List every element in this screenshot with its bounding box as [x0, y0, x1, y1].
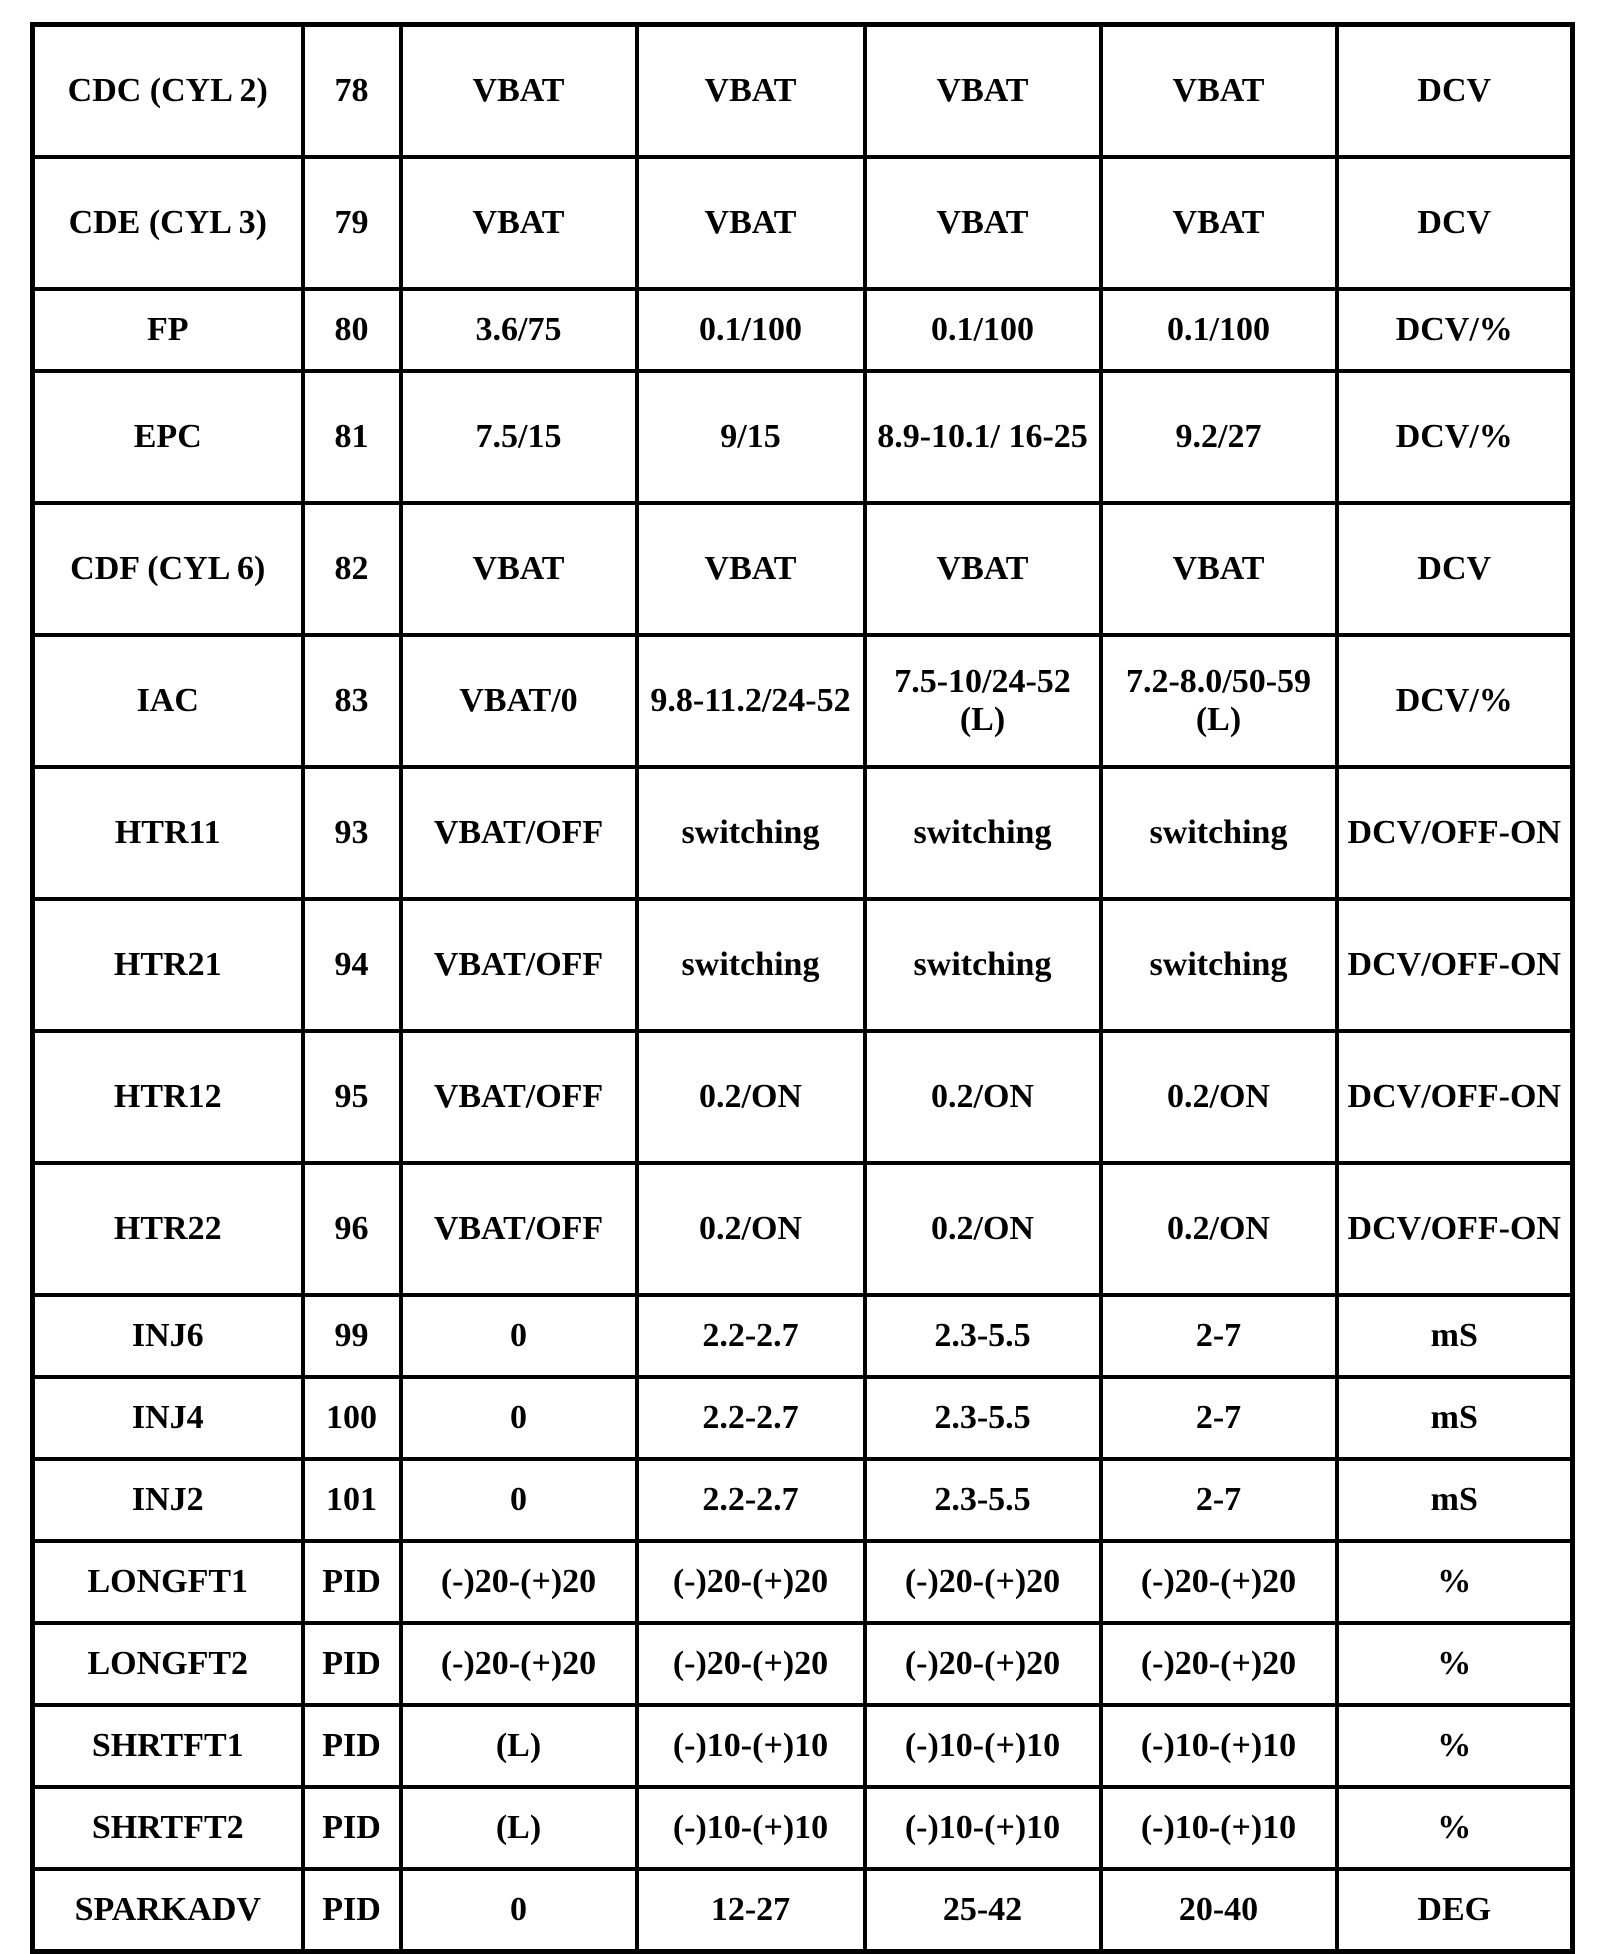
cell-unit: DCV/OFF-ON: [1337, 1163, 1573, 1295]
cell-value3: 8.9-10.1/ 16-25: [865, 371, 1101, 503]
cell-value4: (-)10-(+)10: [1101, 1705, 1337, 1787]
cell-value2: 9.8-11.2/24-52: [637, 635, 865, 767]
cell-unit: DCV: [1337, 157, 1573, 289]
cell-value2: 0.2/ON: [637, 1163, 865, 1295]
cell-name: LONGFT1: [33, 1541, 303, 1623]
cell-unit: mS: [1337, 1459, 1573, 1541]
cell-pid: 79: [303, 157, 401, 289]
cell-value3: (-)20-(+)20: [865, 1541, 1101, 1623]
cell-unit: %: [1337, 1623, 1573, 1705]
cell-pid: PID: [303, 1705, 401, 1787]
cell-value3: 0.1/100: [865, 289, 1101, 371]
cell-value4: VBAT: [1101, 25, 1337, 158]
cell-value2: 9/15: [637, 371, 865, 503]
table-body: [33, 25, 1573, 1952]
cell-value2: 12-27: [637, 1869, 865, 1952]
cell-pid: PID: [303, 1869, 401, 1952]
cell-pid: 95: [303, 1031, 401, 1163]
cell-name: CDC (CYL 2): [33, 25, 303, 158]
cell-unit: DCV/%: [1337, 635, 1573, 767]
cell-value4: 0.1/100: [1101, 289, 1337, 371]
cell-unit: DEG: [1337, 1869, 1573, 1952]
cell-value1: VBAT/OFF: [401, 767, 637, 899]
cell-value1: VBAT: [401, 503, 637, 635]
cell-value2: 0.1/100: [637, 289, 865, 371]
cell-value2: (-)10-(+)10: [637, 1787, 865, 1869]
cell-pid: 100: [303, 1377, 401, 1459]
table-row: [33, 1163, 1573, 1295]
cell-unit: %: [1337, 1787, 1573, 1869]
cell-name: HTR12: [33, 1031, 303, 1163]
cell-value4: 2-7: [1101, 1459, 1337, 1541]
cell-value3: VBAT: [865, 157, 1101, 289]
table-row: [33, 1295, 1573, 1377]
cell-value2: (-)20-(+)20: [637, 1623, 865, 1705]
cell-name: SHRTFT2: [33, 1787, 303, 1869]
cell-value2: VBAT: [637, 25, 865, 158]
cell-value2: 2.2-2.7: [637, 1459, 865, 1541]
cell-value1: VBAT: [401, 25, 637, 158]
cell-value3: 2.3-5.5: [865, 1377, 1101, 1459]
cell-unit: DCV: [1337, 25, 1573, 158]
cell-unit: DCV/OFF-ON: [1337, 899, 1573, 1031]
cell-pid: PID: [303, 1787, 401, 1869]
cell-value4: 0.2/ON: [1101, 1031, 1337, 1163]
cell-name: SPARKADV: [33, 1869, 303, 1952]
cell-value4: VBAT: [1101, 157, 1337, 289]
cell-name: HTR11: [33, 767, 303, 899]
cell-value3: 25-42: [865, 1869, 1101, 1952]
cell-value4: (-)20-(+)20: [1101, 1541, 1337, 1623]
cell-value3: VBAT: [865, 25, 1101, 158]
cell-name: HTR21: [33, 899, 303, 1031]
cell-value3: 2.3-5.5: [865, 1295, 1101, 1377]
cell-value4: switching: [1101, 767, 1337, 899]
cell-value1: (L): [401, 1705, 637, 1787]
cell-value1: 0: [401, 1377, 637, 1459]
cell-value2: 2.2-2.7: [637, 1295, 865, 1377]
cell-value2: 2.2-2.7: [637, 1377, 865, 1459]
cell-value4: 20-40: [1101, 1869, 1337, 1952]
cell-pid: PID: [303, 1541, 401, 1623]
cell-value3: (-)10-(+)10: [865, 1705, 1101, 1787]
table-row: [33, 1377, 1573, 1459]
cell-pid: 80: [303, 289, 401, 371]
cell-value1: 0: [401, 1459, 637, 1541]
table-row: [33, 1459, 1573, 1541]
cell-value1: (L): [401, 1787, 637, 1869]
cell-value2: switching: [637, 767, 865, 899]
cell-name: FP: [33, 289, 303, 371]
cell-name: LONGFT2: [33, 1623, 303, 1705]
cell-value4: 2-7: [1101, 1295, 1337, 1377]
cell-name: HTR22: [33, 1163, 303, 1295]
cell-name: CDE (CYL 3): [33, 157, 303, 289]
cell-value1: 7.5/15: [401, 371, 637, 503]
cell-value4: 7.2-8.0/50-59 (L): [1101, 635, 1337, 767]
cell-value4: switching: [1101, 899, 1337, 1031]
cell-name: SHRTFT1: [33, 1705, 303, 1787]
cell-value3: 0.2/ON: [865, 1031, 1101, 1163]
cell-pid: PID: [303, 1623, 401, 1705]
cell-unit: DCV/OFF-ON: [1337, 1031, 1573, 1163]
cell-pid: 99: [303, 1295, 401, 1377]
table-row: [33, 1623, 1573, 1705]
cell-name: CDF (CYL 6): [33, 503, 303, 635]
cell-name: INJ4: [33, 1377, 303, 1459]
cell-name: IAC: [33, 635, 303, 767]
cell-unit: %: [1337, 1705, 1573, 1787]
cell-pid: 93: [303, 767, 401, 899]
cell-unit: mS: [1337, 1295, 1573, 1377]
cell-value3: 7.5-10/24-52 (L): [865, 635, 1101, 767]
cell-unit: DCV: [1337, 503, 1573, 635]
cell-value1: VBAT/OFF: [401, 1163, 637, 1295]
cell-unit: %: [1337, 1541, 1573, 1623]
cell-value4: (-)20-(+)20: [1101, 1623, 1337, 1705]
cell-value1: 0: [401, 1869, 637, 1952]
cell-value2: 0.2/ON: [637, 1031, 865, 1163]
cell-value1: VBAT: [401, 157, 637, 289]
cell-value1: 3.6/75: [401, 289, 637, 371]
cell-value1: VBAT/0: [401, 635, 637, 767]
cell-value3: VBAT: [865, 503, 1101, 635]
cell-value4: VBAT: [1101, 503, 1337, 635]
cell-value4: 2-7: [1101, 1377, 1337, 1459]
cell-pid: 78: [303, 25, 401, 158]
table-row: [33, 1031, 1573, 1163]
cell-unit: DCV/%: [1337, 371, 1573, 503]
table-row: [33, 1787, 1573, 1869]
cell-value2: VBAT: [637, 503, 865, 635]
cell-value2: switching: [637, 899, 865, 1031]
table-row: [33, 1869, 1573, 1952]
cell-unit: DCV/OFF-ON: [1337, 767, 1573, 899]
pid-specification-table: [30, 22, 1575, 1954]
cell-value2: (-)20-(+)20: [637, 1541, 865, 1623]
table-row: [33, 289, 1573, 371]
cell-unit: mS: [1337, 1377, 1573, 1459]
cell-name: INJ2: [33, 1459, 303, 1541]
cell-value4: 9.2/27: [1101, 371, 1337, 503]
cell-value1: 0: [401, 1295, 637, 1377]
cell-unit: DCV/%: [1337, 289, 1573, 371]
cell-name: EPC: [33, 371, 303, 503]
cell-pid: 96: [303, 1163, 401, 1295]
cell-value3: 2.3-5.5: [865, 1459, 1101, 1541]
cell-value4: (-)10-(+)10: [1101, 1787, 1337, 1869]
cell-name: INJ6: [33, 1295, 303, 1377]
table-row: [33, 767, 1573, 899]
table-row: [33, 635, 1573, 767]
table-row: [33, 899, 1573, 1031]
cell-value3: switching: [865, 899, 1101, 1031]
cell-pid: 101: [303, 1459, 401, 1541]
table-row: [33, 371, 1573, 503]
cell-value1: (-)20-(+)20: [401, 1623, 637, 1705]
cell-value4: 0.2/ON: [1101, 1163, 1337, 1295]
cell-value2: (-)10-(+)10: [637, 1705, 865, 1787]
table-row: [33, 1705, 1573, 1787]
cell-value2: VBAT: [637, 157, 865, 289]
cell-value1: (-)20-(+)20: [401, 1541, 637, 1623]
cell-pid: 81: [303, 371, 401, 503]
cell-pid: 82: [303, 503, 401, 635]
cell-pid: 94: [303, 899, 401, 1031]
cell-value1: VBAT/OFF: [401, 1031, 637, 1163]
table-row: [33, 1541, 1573, 1623]
cell-value3: (-)10-(+)10: [865, 1787, 1101, 1869]
table-row: [33, 503, 1573, 635]
table-row: [33, 25, 1573, 158]
cell-value3: 0.2/ON: [865, 1163, 1101, 1295]
cell-value3: (-)20-(+)20: [865, 1623, 1101, 1705]
cell-value3: switching: [865, 767, 1101, 899]
cell-value1: VBAT/OFF: [401, 899, 637, 1031]
cell-pid: 83: [303, 635, 401, 767]
table-row: [33, 157, 1573, 289]
